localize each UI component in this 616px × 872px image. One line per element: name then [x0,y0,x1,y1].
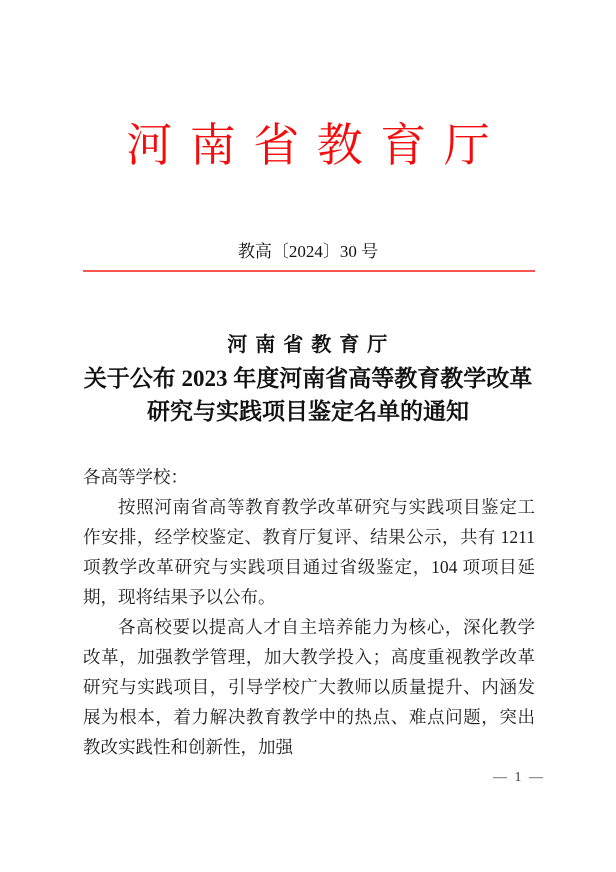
notice-title [30,328,586,428]
body-paragraph-1: 按照河南省高等教育教学改革研究与实践项目鉴定工作安排，经学校鉴定、教育厅复评、结果公示，共有 1211 项教学改革研究与实践项目通过省级鉴定，104 项项目延期，现将结果予以公布。 [83,497,535,607]
red-divider-line [83,270,535,272]
document-number: 教高〔2024〕30 号 [237,242,379,261]
agency-letterhead-title: 河 南 省 教 育 厅 [126,120,493,171]
page-number: — 1 — [493,770,545,785]
body-paragraph-2: 各高校要以提高人才自主培养能力为核心，深化教学改革，加强教学管理，加大教学投入；高度重视教学改革研究与实践项目，引导学校广大教师以质量提升、内涵发展为根本，着力解决教育教学中的热点、难点问题，突出教改实践性和创新性，加强 [83,617,535,757]
notice-title-subject-line-2: 研究与实践项目鉴定名单的通知 [147,399,469,424]
notice-title-agency-line: 河 南 省 教 育 厅 [227,334,389,356]
document-body [83,462,535,762]
salutation: 各高等学校： [83,467,188,487]
notice-title-subject-line-1: 关于公布 2023 年度河南省高等教育教学改革 [83,366,533,391]
